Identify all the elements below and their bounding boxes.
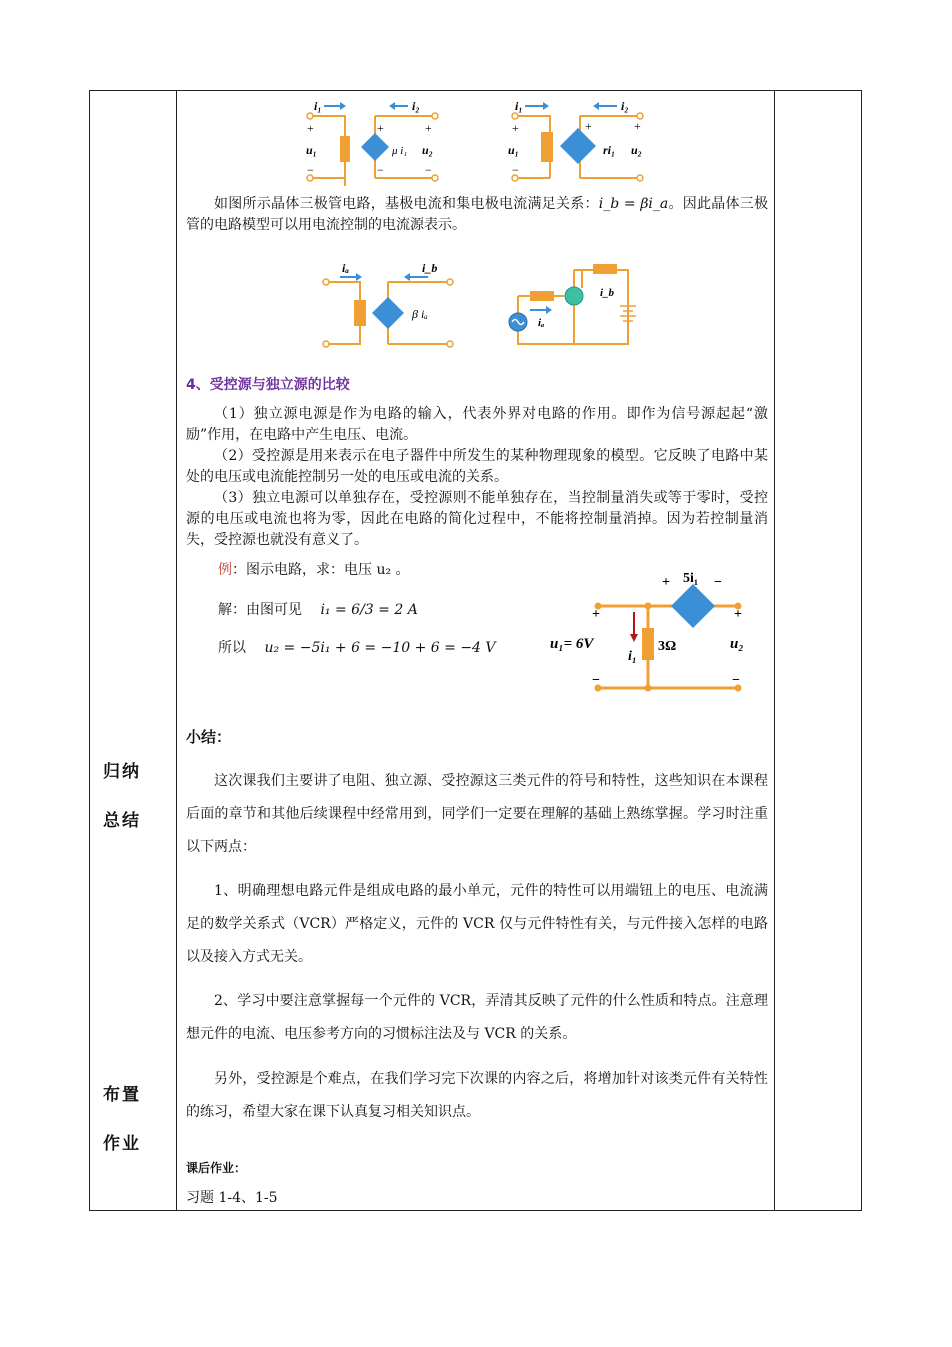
ex-minus-top: − <box>714 575 722 590</box>
ex-minus-left: − <box>592 673 600 688</box>
homework-title: 课后作业： <box>186 1161 247 1175</box>
fig2-plus-mid: + <box>585 119 592 133</box>
ex-u2: u₂ <box>730 636 744 652</box>
example-text: ：图示电路，求：电压 u₂ 。 <box>232 562 410 578</box>
column-divider-right <box>774 91 775 1210</box>
transistor-text: 如图所示晶体三极管电路，基极电流和集电极电流满足关系： <box>214 196 599 212</box>
fig1-plus-mid: + <box>377 121 384 135</box>
fig1-minus-mid: − <box>377 163 384 177</box>
fig2-source: ri₁ <box>603 143 616 157</box>
solution-formula-2: u₂ = −5i₁ + 6 = −10 + 6 = −4 V <box>264 640 496 656</box>
fig2-minus-left: − <box>512 163 519 177</box>
figure-vccs <box>300 96 450 186</box>
summary-para-4: 另外，受控源是个难点，在我们学习完下次课的内容之后，将增加针对该类元件有关特性的练习，希望大家在课下认真复习相关知识点。 <box>186 1071 768 1120</box>
side-label-homework-2: 作业 <box>103 1134 141 1154</box>
tfig-ia: iₐ <box>342 261 349 275</box>
fig2-u2: u₂ <box>631 143 642 157</box>
solution-prefix-2: 所以 <box>218 640 246 656</box>
side-label-summary-1: 归纳 <box>103 762 141 782</box>
fig2-i2: i₂ <box>621 99 629 113</box>
ex-u1: u₁= 6V <box>550 636 594 652</box>
transistor-formula: i_b = βi_a <box>598 196 669 212</box>
point-1: （1）独立源电源是作为电路的输入，代表外界对电路的作用。即作为信号源起起“激励”作用，在电路中产生电压、电流。 <box>186 406 768 443</box>
section-4-title: 4、受控源与独立源的比较 <box>186 377 350 393</box>
fig1-minus-left: − <box>307 163 314 177</box>
fig2-plus-left: + <box>512 121 519 135</box>
summary-para-3: 2、学习中要注意掌握每一个元件的 VCR，弄清其反映了元件的什么性质和特点。注意理想元件的电流、电压参考方向的习惯标注法及与 VCR 的关系。 <box>186 993 768 1042</box>
fig1-i2: i₂ <box>412 99 420 113</box>
fig1-plus-right: + <box>425 121 432 135</box>
ex-plus-left: + <box>592 607 600 622</box>
summary-para-1: 这次课我们主要讲了电阻、独立源、受控源这三类元件的符号和特性，这些知识在本课程后面的章节和其他后续课程中经常用到，同学们一定要在理解的基础上熟练掌握。学习时注重以下两点： <box>186 773 768 855</box>
figure-ccvs <box>505 96 655 186</box>
tfig-source: β iₐ <box>412 307 428 321</box>
ex-plus-right: + <box>734 607 742 622</box>
solution-formula-1: i₁ = 6/3 = 2 A <box>320 602 418 618</box>
ex-minus-right: − <box>732 673 740 688</box>
figure-transistor-model <box>318 258 463 350</box>
solution-prefix-1: 解：由图可见 <box>218 602 302 618</box>
figure-transistor-circuit <box>500 258 640 350</box>
fig2-plus-right: + <box>634 119 641 133</box>
fig1-plus-left: + <box>307 121 314 135</box>
fig2-i1: i₁ <box>515 99 523 113</box>
column-divider-left <box>176 91 177 1210</box>
example-label: 例 <box>218 562 232 578</box>
fig1-u1: u₁ <box>306 143 317 157</box>
side-label-summary-2: 总结 <box>103 811 141 831</box>
fig1-u2: u₂ <box>422 143 433 157</box>
summary-title: 小结： <box>186 728 232 746</box>
point-3: （3）独立电源可以单独存在，受控源则不能单独存在，当控制量消失或等于零时，受控源的电压或电流也将为零，因此在电路的简化过程中，不能将控制量消掉。因为若控制量消失，受控源也就没有意义了。 <box>186 490 768 548</box>
transistor-text-end: 。因此晶体三极管的电路模型可以用电流控制的电流源表示。 <box>186 196 768 233</box>
ex-plus-top: + <box>662 575 670 590</box>
tfig-ib: i_b <box>422 261 438 275</box>
summary-para-2: 1、明确理想电路元件是组成电路的最小单元，元件的特性可以用端钮上的电压、电流满足的数学关系式（VCR）严格定义，元件的 VCR 仅与元件特性有关，与元件接入怎样的电路以及接入方式无关。 <box>186 883 768 965</box>
fig1-i1: i₁ <box>314 99 322 113</box>
tcirc-ib: i_b <box>600 287 615 299</box>
fig2-u1: u₁ <box>508 143 519 157</box>
fig1-minus-right: − <box>425 163 432 177</box>
fig1-source: μ i₁ <box>392 145 408 157</box>
homework-text: 习题 1-4、1-5 <box>186 1190 278 1206</box>
ex-res: 3Ω <box>658 639 677 654</box>
side-label-homework-1: 布置 <box>103 1085 141 1105</box>
ex-i1: i₁ <box>628 649 637 664</box>
figure-example-circuit <box>548 564 763 696</box>
ex-source: 5i₁ <box>683 571 699 586</box>
tcirc-ia: iₐ <box>538 317 545 329</box>
point-2: （2）受控源是用来表示在电子器件中所发生的某种物理现象的模型。它反映了电路中某处的电压或电流能控制另一处的电压或电流的关系。 <box>186 448 768 485</box>
